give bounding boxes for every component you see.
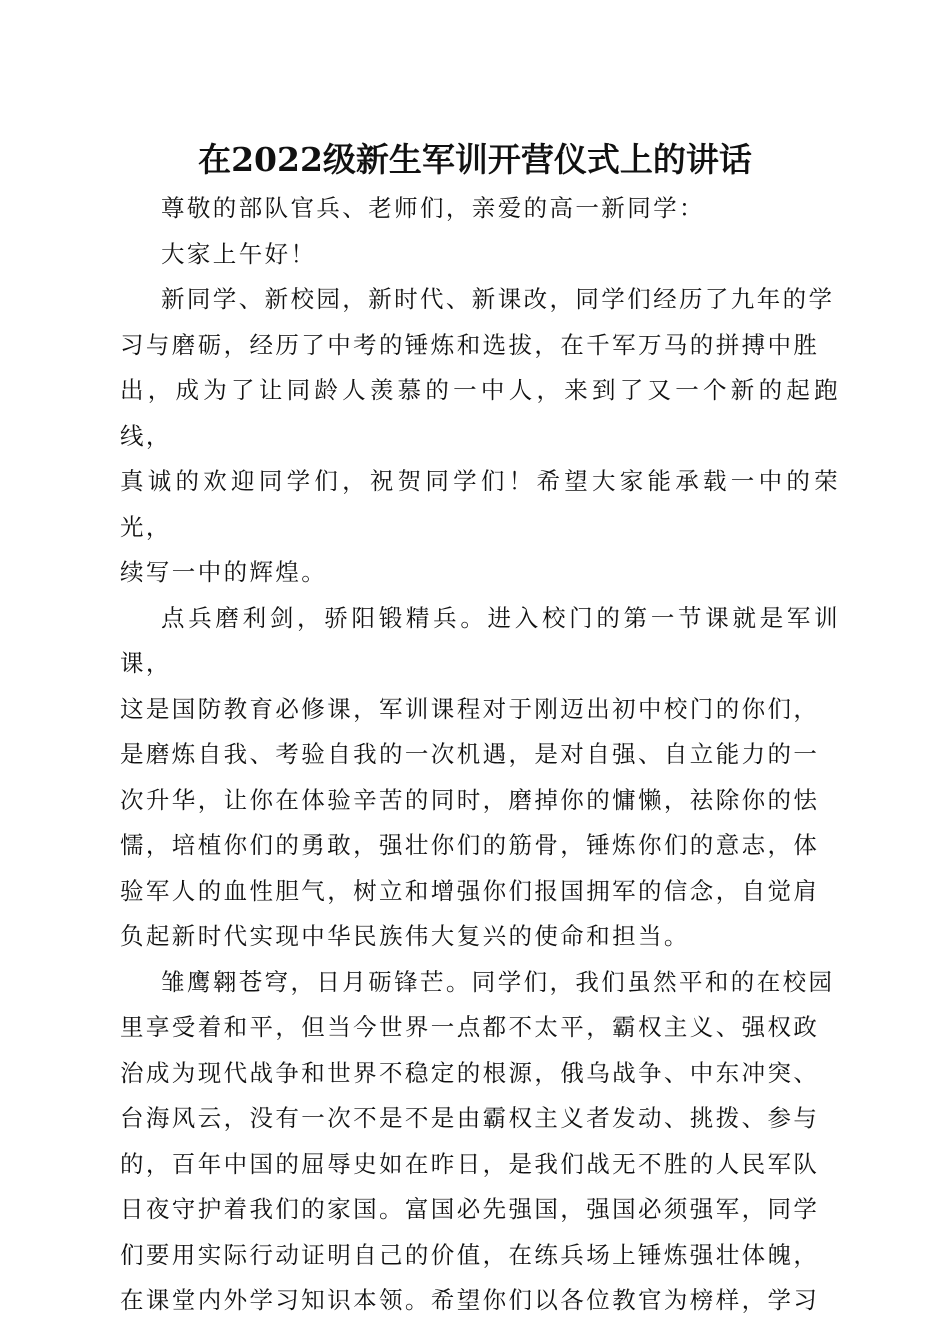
military-training-paragraph: 点兵磨利剑，骄阳锻精兵。进入校门的第一节课就是军训课， 这是国防教育必修课，军训课程对于刚迈出初中校门的你们， 是磨炼自我、考验自我的一次机遇，是对自强、自立能力的一 次升华，让你在体验辛苦的同时，磨掉你的慵懒，祛除你的怯 懦，培植你们的勇敢，强壮你们的筋骨，锤炼你们的意志，体 验军人的血性胆气，树立和增强你们报国拥军的信念，自觉肩 负起新时代实现中华民族伟大复兴的使命和担当。 xyxy=(120,603,840,950)
welcome-paragraph: 新同学、新校园，新时代、新课改，同学们经历了九年的学 习与磨砺，经历了中考的锤炼和选拔，在千军万马的拼搏中胜 出，成为了让同龄人羡慕的一中人，来到了又一个新的起跑线， 真诚的欢迎同学们，祝贺同学们！希望大家能承载一中的荣光， 续写一中的辉煌。 xyxy=(120,285,840,586)
greeting-paragraph: 大家上午好！ xyxy=(161,239,317,268)
document-body xyxy=(120,186,840,1324)
document-title: 在2022级新生军训开营仪式上的讲话 xyxy=(198,140,752,179)
salutation-paragraph: 尊敬的部队官兵、老师们，亲爱的高一新同学： xyxy=(161,194,705,222)
national-defense-paragraph: 雏鹰翱苍穹，日月砺锋芒。同学们，我们虽然平和的在校园 里享受着和平，但当今世界一点都不太平，霸权主义、强权政 治成为现代战争和世界不稳定的根源，俄乌战争、中东冲突、 台海风云，没有一次不是不是由霸权主义者发动、挑拨、参与 的，百年中国的屈辱史如在昨日，是我们战无不胜的人民军队 日夜守护着我们的家国。富国必先强国，强国必须强军，同学 们要用实际行动证明自己的价值，在练兵场上锤炼强壮体魄， 在课堂内外学习知识本领。希望你们以各位教官为榜样，学习 xyxy=(120,967,835,1314)
